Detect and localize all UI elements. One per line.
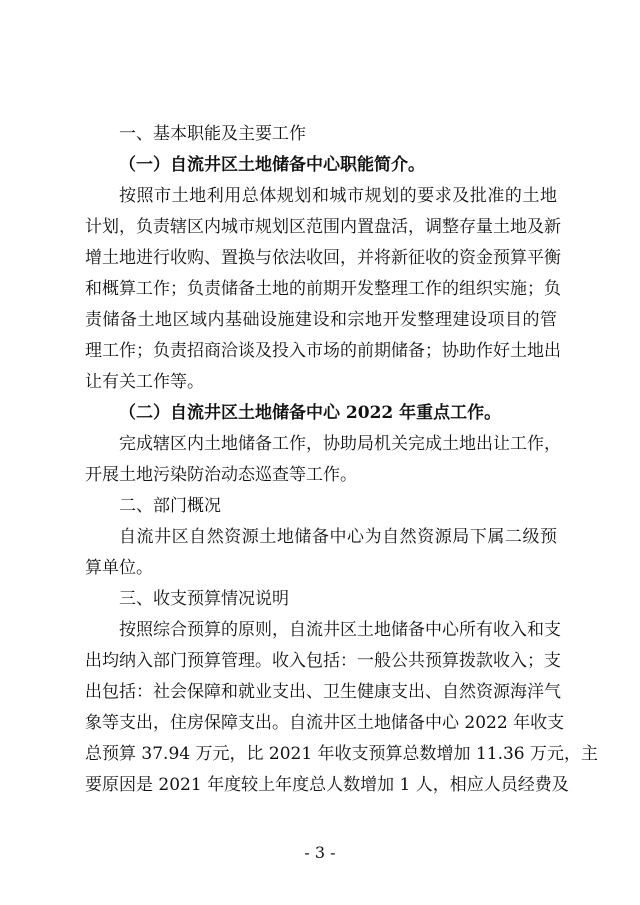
paragraph-line: 按照综合预算的原则，自流井区土地储备中心所有收入和支	[119, 620, 561, 640]
paragraph-line: 要原因是 2021 年度较上年度总人数增加 1 人，相应人员经费及	[85, 775, 569, 795]
section-heading-3: 三、收支预算情况说明	[119, 589, 289, 609]
section-heading-1: 一、基本职能及主要工作	[119, 124, 306, 144]
paragraph-line: 理工作；负责招商洽谈及投入市场的前期储备；协助作好土地出	[85, 341, 561, 361]
paragraph-line: 增土地进行收购、置换与依法收回，并将新征收的资金预算平衡	[85, 248, 561, 268]
subsection-heading-1: （一）自流井区土地储备中心职能简介。	[119, 155, 425, 175]
paragraph-line: 出包括：社会保障和就业支出、卫生健康支出、自然资源海洋气	[85, 682, 561, 702]
paragraph-line: 算单位。	[85, 558, 153, 578]
paragraph-line: 和概算工作；负责储备土地的前期开发整理工作的组织实施；负	[85, 279, 561, 299]
paragraph-line: 让有关工作等。	[85, 372, 204, 392]
paragraph-line: 完成辖区内土地储备工作，协助局机关完成土地出让工作，	[119, 434, 561, 454]
subsection-heading-2: （二）自流井区土地储备中心 2022 年重点工作。	[119, 403, 502, 423]
paragraph-line: 计划，负责辖区内城市规划区范围内置盘活，调整存量土地及新	[85, 217, 561, 237]
paragraph-line: 按照市土地利用总体规划和城市规划的要求及批准的土地	[119, 186, 557, 206]
page-number: - 3 -	[304, 843, 336, 862]
section-heading-2: 二、部门概况	[119, 496, 221, 516]
paragraph-line: 开展土地污染防治动态巡查等工作。	[85, 465, 357, 485]
paragraph-line: 自流井区自然资源土地储备中心为自然资源局下属二级预	[119, 527, 557, 547]
paragraph-line: 责储备土地区域内基础设施建设和宗地开发整理建设项目的管	[85, 310, 557, 330]
paragraph-line: 象等支出，住房保障支出。自流井区土地储备中心 2022 年收支	[85, 713, 565, 733]
paragraph-line: 出均纳入部门预算管理。收入包括：一般公共预算拨款收入；支	[85, 651, 561, 671]
paragraph-line: 总预算 37.94 万元，比 2021 年收支预算总数增加 11.36 万元，主	[85, 744, 599, 764]
